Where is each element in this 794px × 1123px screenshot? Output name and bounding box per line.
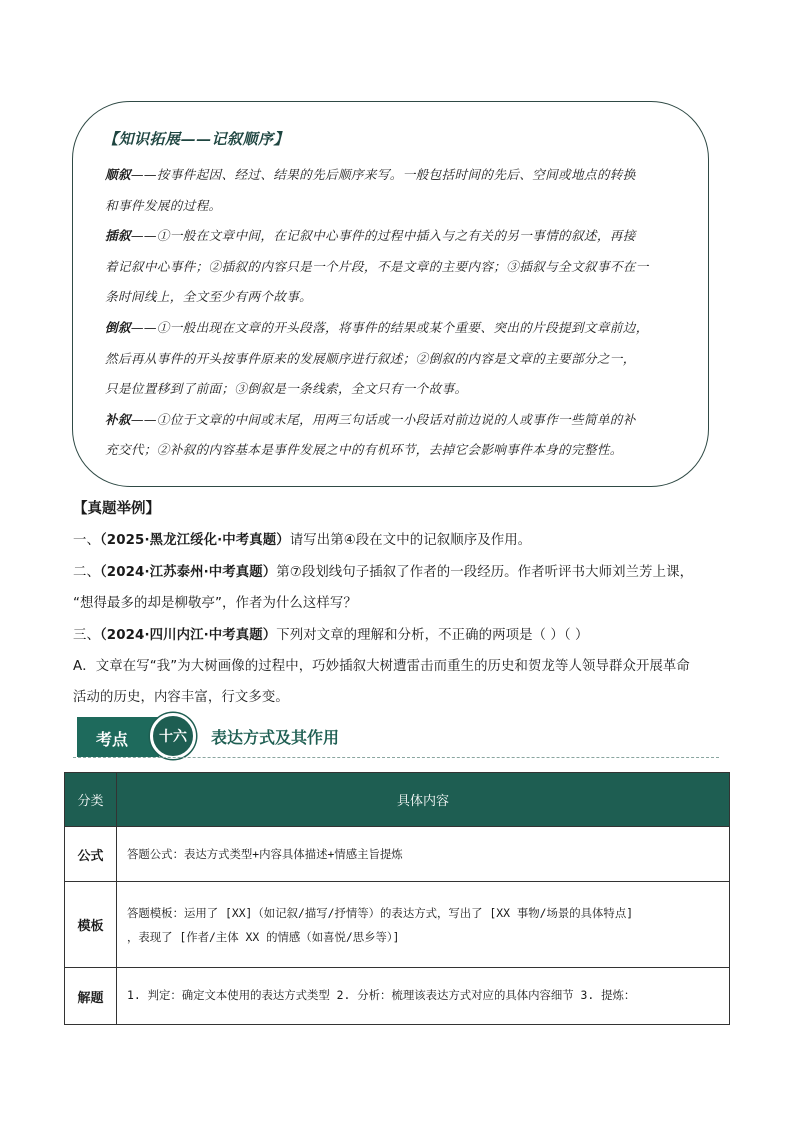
question-2 [73,561,693,580]
heading-divider [73,757,719,758]
question-text: 下列对文章的理解和分析，不正确的两项是（ ）（ ） [276,628,589,643]
question-number: 一、 [73,533,100,548]
table-row [65,968,730,1025]
heading-title: 表达方式及其作用 [211,728,340,747]
row-category: 模板 [65,882,117,968]
expression-table [64,772,730,1025]
row-content [117,827,730,882]
term-shunxu: 顺叙 [105,167,131,182]
row-content [117,968,730,1025]
paragraph-line: ——按事件起因、经过、结果的先后顺序来写。一般包括时间的先后、空间或地点的转换 [130,167,636,182]
paragraph-line: 充交代；②补叙的内容基本是事件发展之中的有机环节，去掉它会影响事件本身的完整性。 [105,442,623,458]
question-1 [73,529,531,548]
content-line: 答题公式：表达方式类型+内容具体描述+情感主旨提炼 [127,847,403,861]
question-3 [73,624,589,643]
paragraph-line: 条时间线上，全文至少有两个故事。 [105,289,313,305]
paragraph-line: ——①一般在文章中间，在记叙中心事件的过程中插入与之有关的另一事情的叙述，再接 [130,228,636,244]
content-line: 1. 判定：确定文本使用的表达方式类型 2. 分析：梳理该表达方式对应的具体内容细节 3. 提炼： [127,988,636,1002]
option-a: A．文章在写“我”为大树画像的过程中，巧妙插叙大树遭雷击而重生的历史和贺龙等人领导群众开展革命 [73,659,690,674]
knowledge-box [72,101,709,487]
question-source: （2025·黑龙江绥化·中考真题） [99,533,290,548]
paragraph-buxu [105,405,686,466]
question-source: （2024·江苏泰州·中考真题） [99,565,277,580]
term-chaxu: 插叙 [105,228,131,244]
paragraph-line: 着记叙中心事件；②插叙的内容只是一个片段，不是文章的主要内容；③插叙与全文叙事不在一 [105,258,649,274]
table-row [65,882,730,968]
question-number: 三、 [73,628,100,643]
heading-number-badge [150,713,196,759]
question-text: 第⑦段划线句子插叙了作者的一段经历。作者听评书大师刘兰芳上课， [276,565,694,580]
column-header-content: 具体内容 [117,773,730,827]
row-category: 公式 [65,827,117,882]
table-row [65,827,730,882]
paragraph-shunxu [105,160,686,221]
heading-number: 十六 [159,729,187,745]
knowledge-title: 【知识拓展——记叙顺序】 [103,130,290,148]
question-text: 请写出第④段在文中的记叙顺序及作用。 [289,533,532,548]
paragraph-line: 只是位置移到了前面；③倒叙是一条线索，全文只有一个故事。 [105,381,468,397]
question-number: 二、 [73,565,100,580]
content-line: ，表现了 [作者/主体 XX 的情感（如喜悦/思乡等）] [127,929,400,944]
row-content [117,882,730,968]
question-source: （2024·四川内江·中考真题） [99,628,277,643]
paragraph-line: ——①位于文章的中间或末尾，用两三句话或一小段话对前边说的人或事作一些简单的补 [130,411,636,427]
paragraph-line: 和事件发展的过程。 [105,197,222,213]
paragraph-daoxu [105,313,686,405]
term-daoxu: 倒叙 [105,319,131,335]
paragraph-line: 然后再从事件的开头按事件原来的发展顺序进行叙述；②倒叙的内容是文章的主要部分之一， [105,350,636,366]
examples-title: 【真题举例】 [73,501,160,517]
content-line: 答题模板：运用了 [XX]（如记叙/描写/抒情等）的表达方式，写出了 [XX 事物/场景的具体特点] [127,905,634,920]
column-header-category: 分类 [65,773,117,827]
heading-label: 考点 [96,730,129,749]
table-header-row [65,773,730,827]
question-2-line2: “想得最多的却是柳敬亭”，作者为什么这样写？ [73,596,357,611]
paragraph-line: ——①一般出现在文章的开头段落，将事件的结果或某个重要、突出的片段提到文章前边， [130,319,649,335]
term-buxu: 补叙 [105,411,131,427]
paragraph-chaxu [105,221,686,313]
row-category: 解题 [65,968,117,1025]
option-a-line2: 活动的历史，内容丰富，行文多变。 [73,690,289,705]
